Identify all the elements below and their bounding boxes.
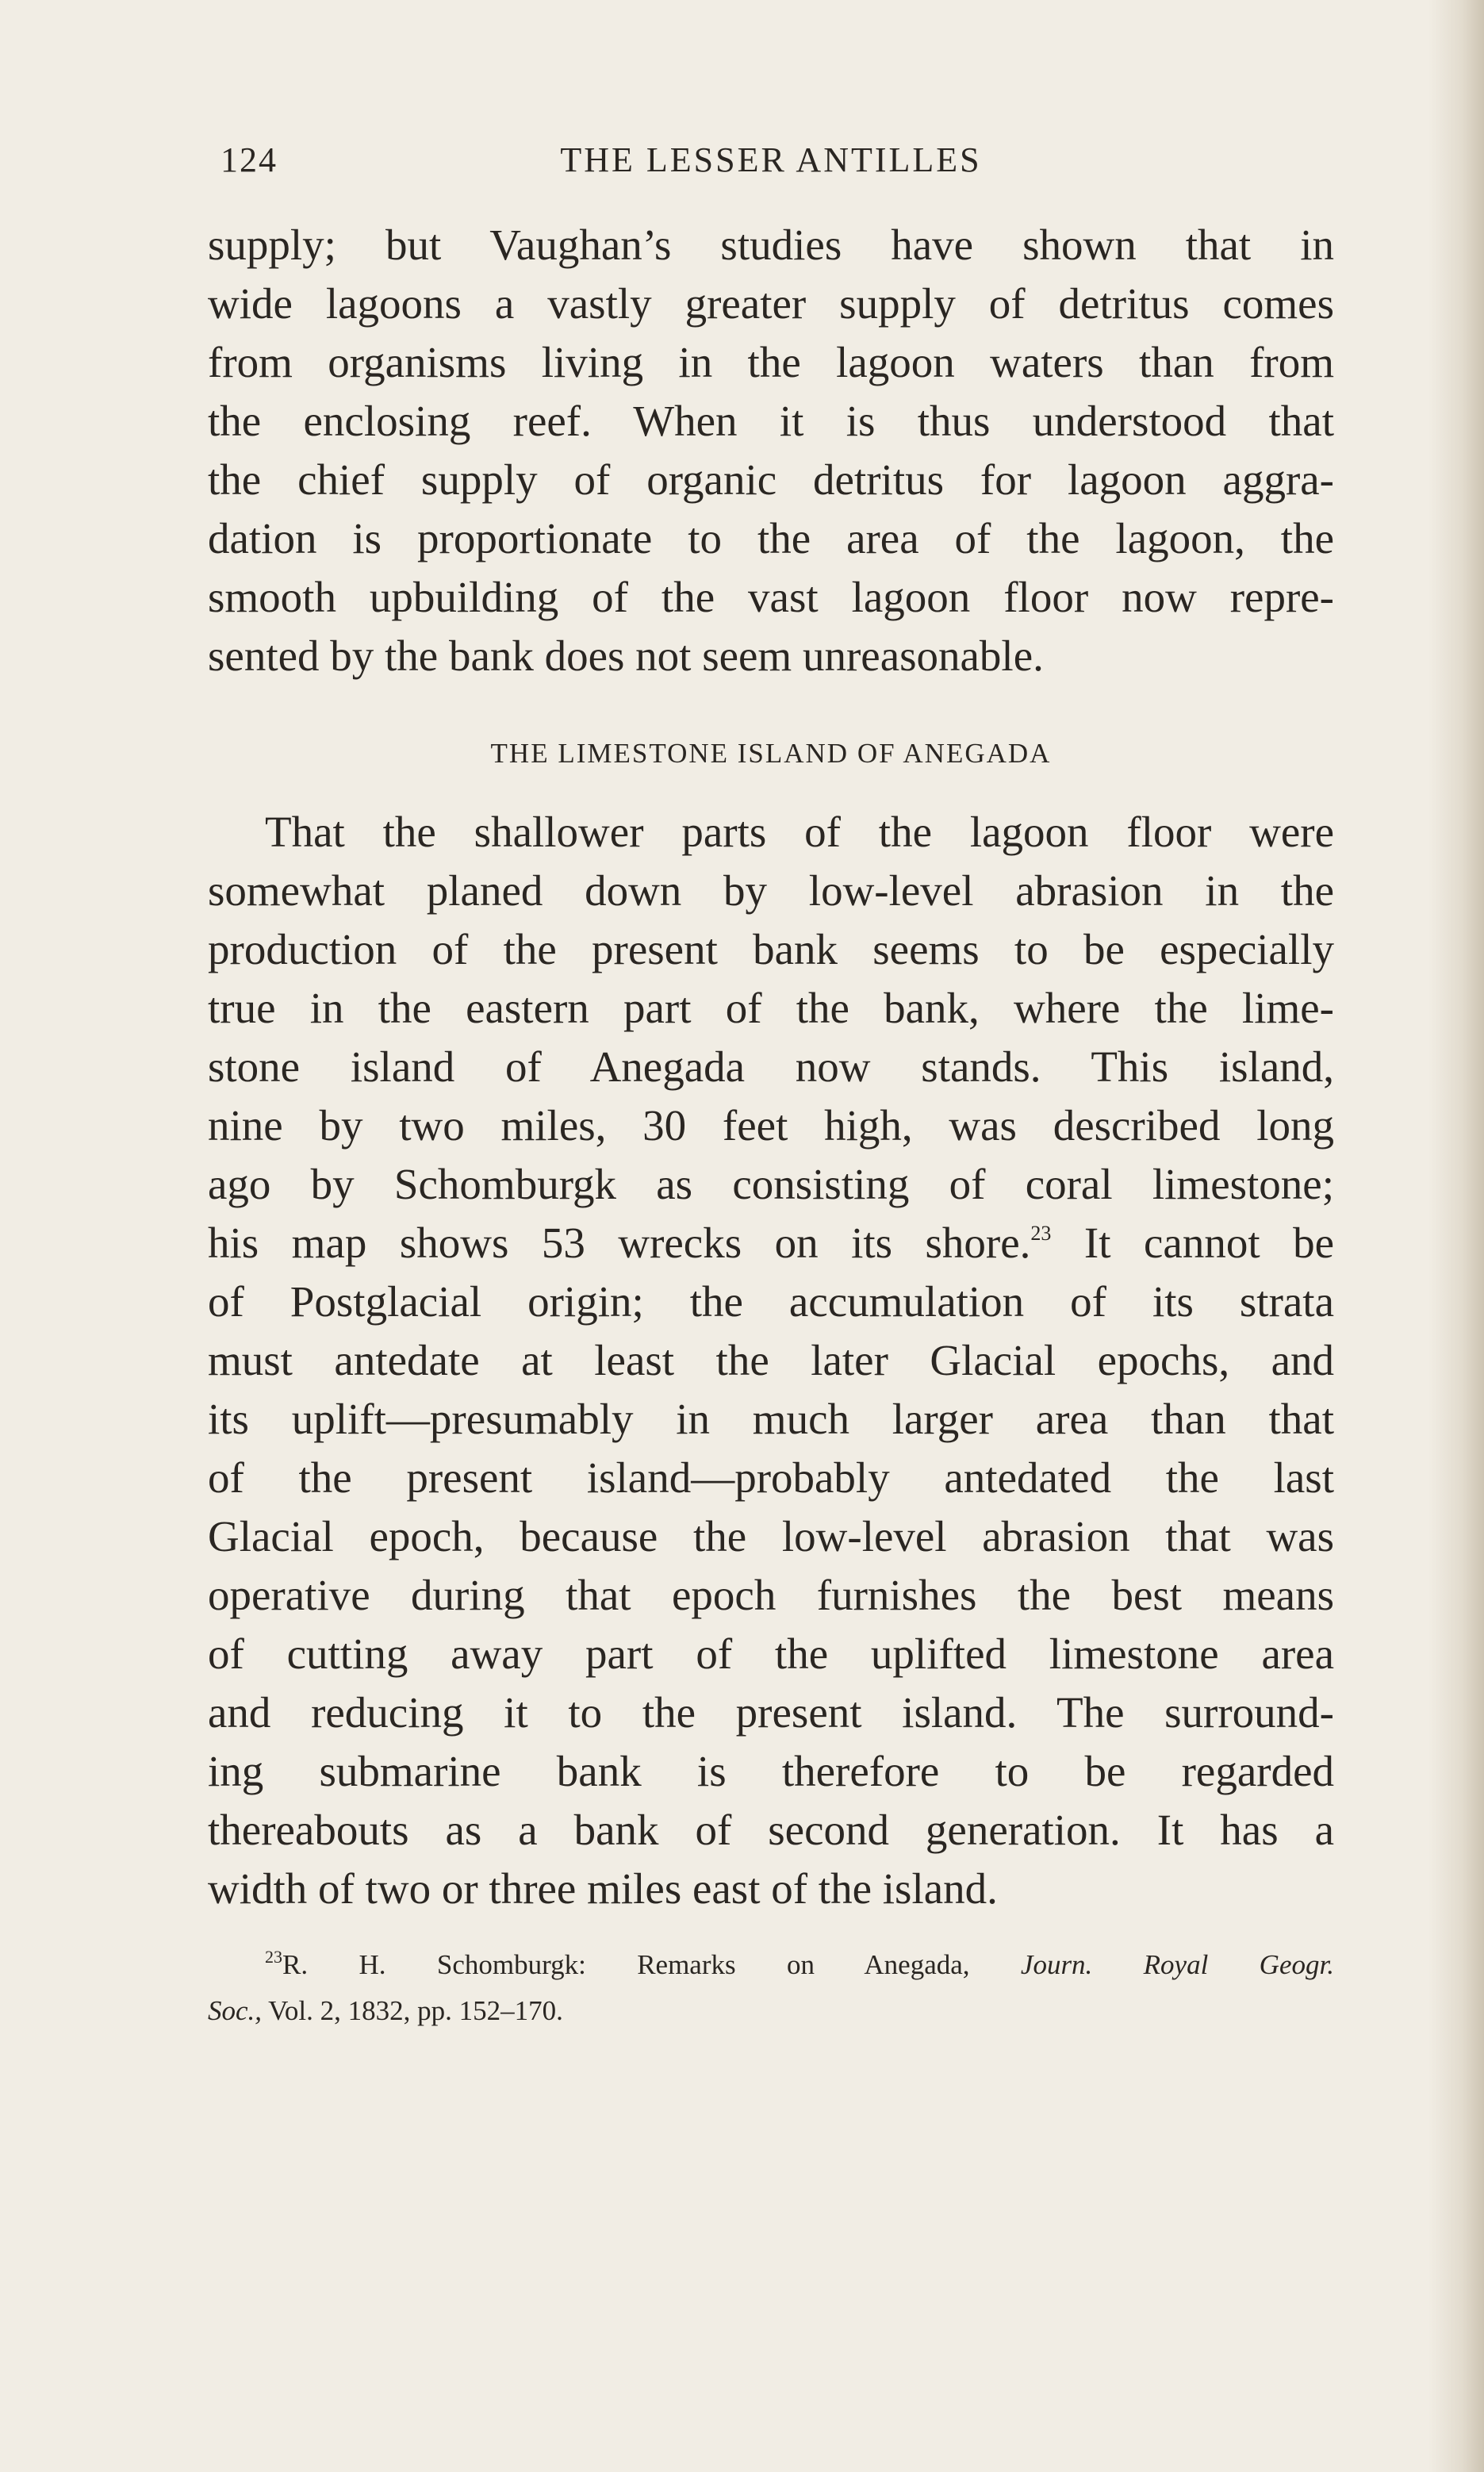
footnote-reference[interactable]: 23 bbox=[1030, 1222, 1052, 1245]
page-edge-shadow bbox=[1428, 0, 1484, 2472]
paragraph-line: ing submarine bank is therefore to be regarded bbox=[208, 1747, 1334, 1795]
paragraph-1 bbox=[208, 216, 1334, 685]
paragraph-line: of cutting away part of the uplifted limestone area bbox=[208, 1629, 1334, 1678]
paragraph-line: of Postglacial origin; the accumulation of its strata bbox=[208, 1277, 1334, 1326]
footnote-journal-cont: Soc., bbox=[208, 1995, 263, 2026]
paragraph-line: operative during that epoch furnishes the best means bbox=[208, 1571, 1334, 1619]
paragraph-line: and reducing it to the present island. The surround- bbox=[208, 1688, 1334, 1737]
footnote-journal: Journ. Royal Geogr. bbox=[1020, 1949, 1334, 1980]
footnote-line-2 bbox=[208, 1988, 1334, 2034]
paragraph-line: somewhat planed down by low-level abrasion in the bbox=[208, 866, 1334, 915]
footnote-number: 23 bbox=[265, 1947, 282, 1967]
paragraph-line: its uplift—presumably in much larger area than that bbox=[208, 1395, 1334, 1443]
paragraph-line: Glacial epoch, because the low-level abrasion that was bbox=[208, 1512, 1334, 1560]
paragraph-line: nine by two miles, 30 feet high, was described long bbox=[208, 1101, 1334, 1150]
paragraph-line: true in the eastern part of the bank, where the lime- bbox=[208, 984, 1334, 1032]
paragraph-line: sented by the bank does not seem unreasonable. bbox=[208, 631, 1044, 680]
paragraph-line: wide lagoons a vastly greater supply of detritus comes bbox=[208, 279, 1334, 328]
paragraph-line: smooth upbuilding of the vast lagoon floor now repre- bbox=[208, 573, 1334, 621]
line-text-after-ref: It cannot be bbox=[1051, 1219, 1334, 1267]
line-text: his map shows 53 wrecks on its shore. bbox=[208, 1219, 1031, 1267]
paragraph-line: must antedate at least the later Glacial epochs, and bbox=[208, 1336, 1334, 1384]
footnote bbox=[208, 1942, 1334, 2034]
paragraph-line: ago by Schomburgk as consisting of coral limestone; bbox=[208, 1160, 1334, 1208]
paragraph-line: That the shallower parts of the lagoon floor were bbox=[265, 808, 1334, 856]
paragraph-line: of the present island—probably antedated the last bbox=[208, 1453, 1334, 1502]
paragraph-line: supply; but Vaughan’s studies have shown that in bbox=[208, 221, 1334, 269]
paragraph-line: the chief supply of organic detritus for lagoon aggra- bbox=[208, 455, 1334, 504]
paragraph-line: production of the present bank seems to be especially bbox=[208, 925, 1334, 973]
paragraph-line: stone island of Anegada now stands. This island, bbox=[208, 1042, 1334, 1091]
footnote-line-1 bbox=[208, 1942, 1334, 1988]
footnote-author: R. H. Schomburgk: Remarks on Anegada, bbox=[282, 1949, 970, 1980]
paragraph-line: dation is proportionate to the area of the lagoon, the bbox=[208, 514, 1334, 562]
footnote-details: Vol. 2, 1832, pp. 152–170. bbox=[268, 1995, 563, 2026]
paragraph-line: thereabouts as a bank of second generation. It has a bbox=[208, 1806, 1334, 1854]
paragraph-line-with-footnote bbox=[208, 1214, 1334, 1272]
paragraph-2 bbox=[208, 803, 1334, 1918]
paragraph-line: from organisms living in the lagoon waters than from bbox=[208, 338, 1334, 386]
paragraph-line: the enclosing reef. When it is thus understood that bbox=[208, 397, 1334, 445]
running-head: THE LESSER ANTILLES bbox=[560, 140, 982, 179]
page-number: 124 bbox=[220, 140, 278, 179]
paragraph-line: width of two or three miles east of the island. bbox=[208, 1864, 998, 1913]
page-header bbox=[208, 135, 1334, 190]
section-heading: THE LIMESTONE ISLAND OF ANEGADA bbox=[490, 738, 1052, 769]
